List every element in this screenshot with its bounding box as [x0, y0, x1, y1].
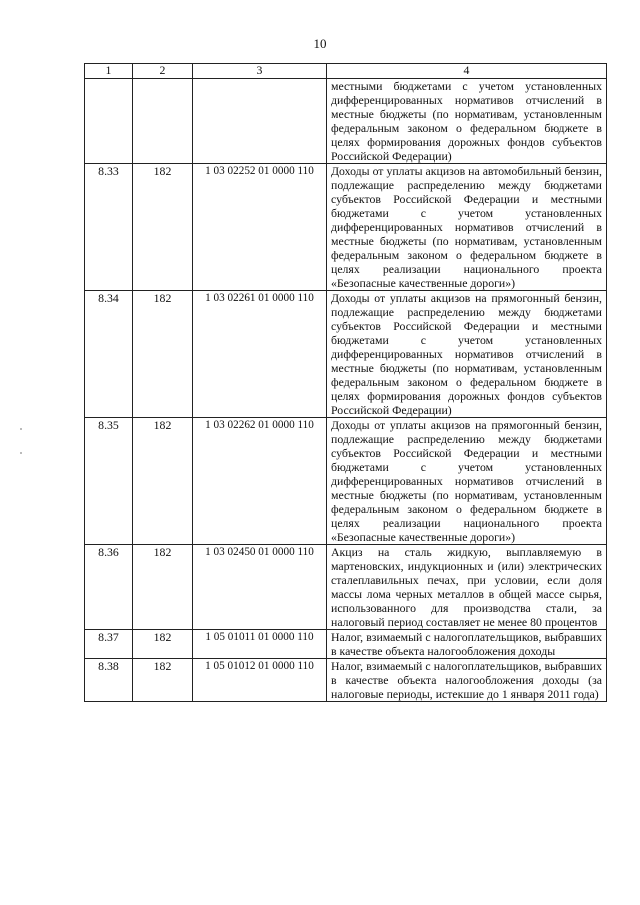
- admin-code: 182: [133, 291, 193, 418]
- revenue-description: Акциз на сталь жидкую, выплавляемую в мартеновских, индукционных и (или) электрических сталеплавильных печах, при условии, если доля массы лома черных металлов в общей массе сырья, использованного для производства стали, за налоговый период составляет не менее 80 процентов: [327, 545, 607, 630]
- table-header-row: [85, 64, 607, 79]
- budget-revenue-table: [84, 63, 607, 702]
- budget-classification-code: 1 05 01012 01 0000 110: [193, 659, 327, 702]
- row-number: 8.37: [85, 630, 133, 659]
- page-number: 10: [313, 36, 327, 51]
- row-number: 8.33: [85, 164, 133, 291]
- revenue-description: Доходы от уплаты акцизов на прямогонный бензин, подлежащие распределению между бюджетами субъектов Российской Федерации и местными бюджетами с учетом установленных дифференцированных нормативов отчислений в местные бюджеты (по нормативам, установленным федеральным законом о федеральном бюджете в целях формирования дорожных фондов субъектов Российской Федерации): [327, 291, 607, 418]
- row-number: [85, 79, 133, 164]
- column-header: 1: [85, 64, 133, 79]
- table-row: [85, 291, 607, 418]
- admin-code: 182: [133, 545, 193, 630]
- revenue-description: Доходы от уплаты акцизов на автомобильный бензин, подлежащие распределению между бюджетами субъектов Российской Федерации и местными бюджетами с учетом установленных дифференцированных нормативов отчислений в местные бюджеты (по нормативам, установленным федеральным законом о федеральном бюджете в целях реализации национального проекта «Безопасные качественные дороги»): [327, 164, 607, 291]
- table-row: [85, 164, 607, 291]
- budget-classification-code: 1 03 02252 01 0000 110: [193, 164, 327, 291]
- budget-classification-code: [193, 79, 327, 164]
- row-number: 8.36: [85, 545, 133, 630]
- revenue-description: Налог, взимаемый с налогоплательщиков, выбравших в качестве объекта налогообложения доходы (за налоговые периоды, истекшие до 1 января 2011 года): [327, 659, 607, 702]
- column-header: 2: [133, 64, 193, 79]
- admin-code: [133, 79, 193, 164]
- revenue-description: местными бюджетами с учетом установленных дифференцированных нормативов отчислений в местные бюджеты (по нормативам, установленным федеральным законом о федеральном бюджете в целях формирования дорожных фондов субъектов Российской Федерации): [327, 79, 607, 164]
- admin-code: 182: [133, 164, 193, 291]
- budget-classification-code: 1 05 01011 01 0000 110: [193, 630, 327, 659]
- revenue-description: Налог, взимаемый с налогоплательщиков, выбравших в качестве объекта налогообложения доходы: [327, 630, 607, 659]
- table-row: [85, 630, 607, 659]
- margin-speck: [20, 452, 22, 454]
- row-number: 8.34: [85, 291, 133, 418]
- row-number: 8.35: [85, 418, 133, 545]
- table-row: [85, 418, 607, 545]
- column-header: 4: [327, 64, 607, 79]
- admin-code: 182: [133, 659, 193, 702]
- budget-classification-code: 1 03 02262 01 0000 110: [193, 418, 327, 545]
- admin-code: 182: [133, 418, 193, 545]
- budget-classification-code: 1 03 02450 01 0000 110: [193, 545, 327, 630]
- budget-classification-code: 1 03 02261 01 0000 110: [193, 291, 327, 418]
- revenue-description: Доходы от уплаты акцизов на прямогонный бензин, подлежащие распределению между бюджетами субъектов Российской Федерации и местными бюджетами с учетом установленных дифференцированных нормативов отчислений в местные бюджеты (по нормативам, установленным федеральным законом о федеральном бюджете в целях реализации национального проекта «Безопасные качественные дороги»): [327, 418, 607, 545]
- column-header: 3: [193, 64, 327, 79]
- table-row: [85, 79, 607, 164]
- margin-speck: [20, 428, 22, 430]
- table-row: [85, 545, 607, 630]
- row-number: 8.38: [85, 659, 133, 702]
- admin-code: 182: [133, 630, 193, 659]
- table-row: [85, 659, 607, 702]
